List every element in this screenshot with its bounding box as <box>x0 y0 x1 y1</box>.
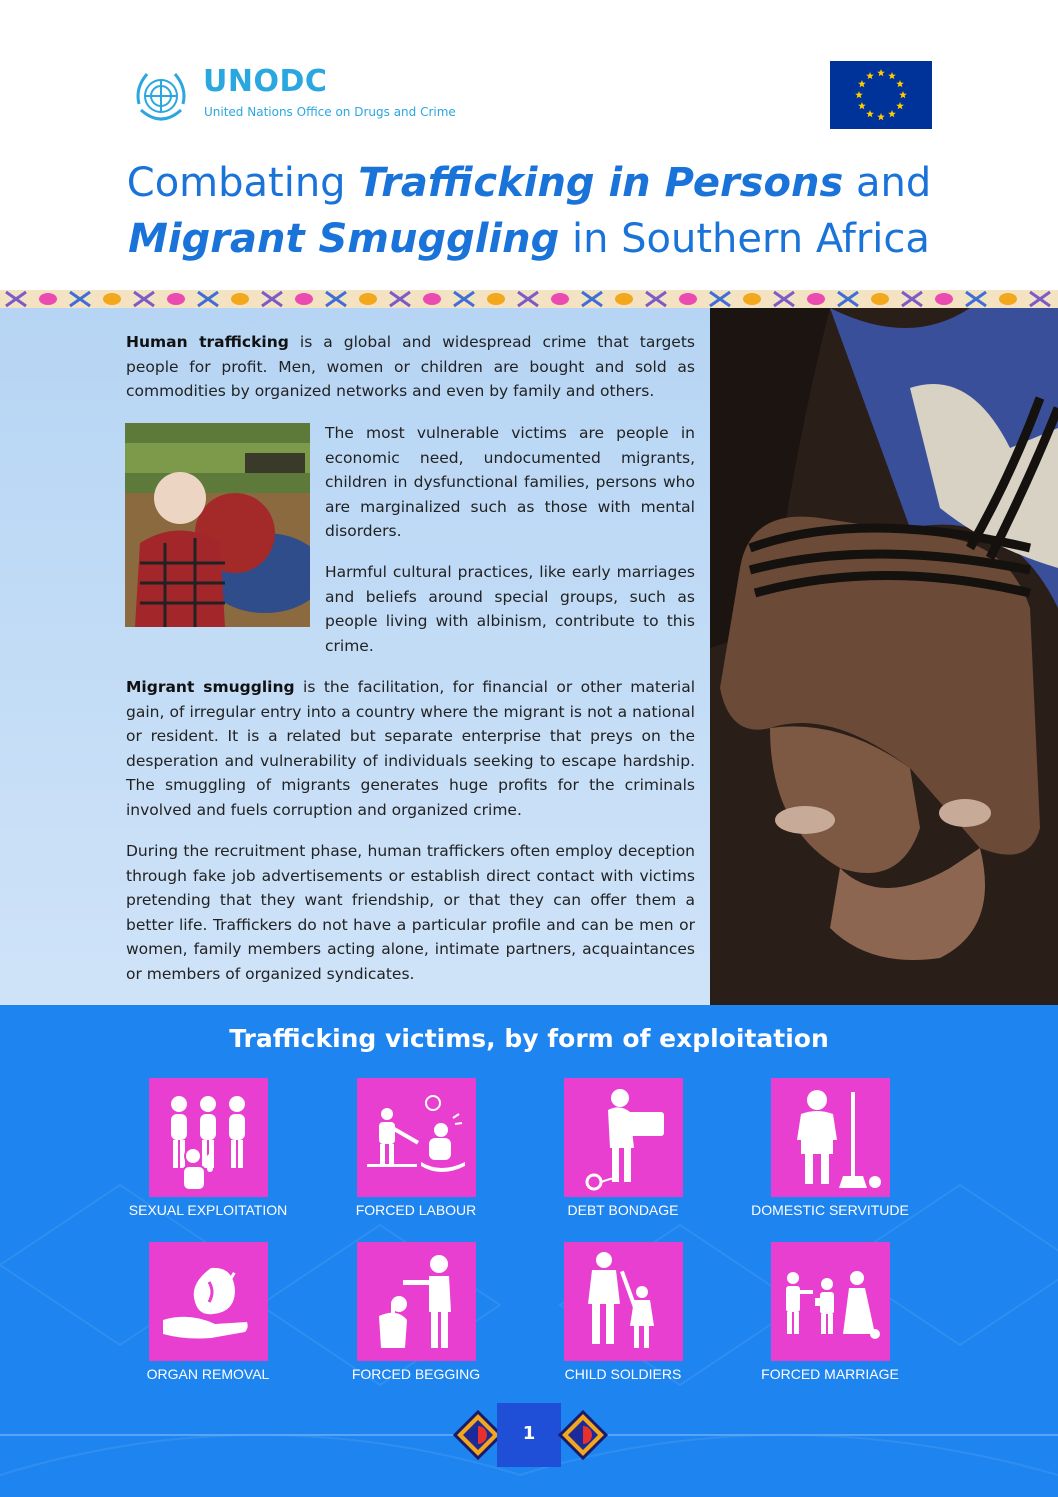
logo-subtitle: United Nations Office on Drugs and Crime <box>204 105 456 119</box>
paragraph-cultural-practices: Harmful cultural practices, like early marriages and beliefs around special groups, such as people living with albinism, contribute to this crime. <box>325 563 695 655</box>
child-photo-image <box>125 423 310 627</box>
paragraph-human-trafficking <box>126 330 695 404</box>
term-human-trafficking: Human trafficking <box>126 333 289 351</box>
strip-ornament <box>679 293 697 305</box>
label-organ-removal: ORGAN REMOVAL <box>146 1366 270 1382</box>
paragraph-recruitment: During the recruitment phase, human traffickers often employ deception through fake job advertisements or establish direct contact with victims pretending that they want friendship, or that they can offer them a better life. Traffickers do not have a particular profile and can be men or women, family members acting alone, intimate partners, acquaintances or members of organized syndicates. <box>126 842 695 983</box>
bound-hands-photo <box>710 308 1058 1005</box>
paragraph-migrant-smuggling <box>126 675 695 823</box>
bound-hands-image <box>710 308 1058 1005</box>
decorative-pattern-strip <box>0 290 1058 308</box>
title-part: in Southern Africa <box>559 216 930 262</box>
organ-removal-icon <box>149 1242 268 1361</box>
strip-ornament <box>871 293 889 305</box>
title-part: Combating <box>126 160 359 206</box>
label-sexual-exploitation: SEXUAL EXPLOITATION <box>128 1202 288 1218</box>
forced-begging-icon <box>357 1242 476 1361</box>
paragraph-text: is a global and widespread crime that targets people for profit. Men, women or children are bought and sold as commodities by organized networks and even by family and others. <box>126 333 695 401</box>
un-emblem-icon <box>131 66 191 126</box>
page-header <box>0 0 1058 290</box>
eu-flag-icon <box>830 61 932 129</box>
strip-ornament <box>807 293 825 305</box>
strip-ornament <box>743 293 761 305</box>
strip-ornament <box>935 293 953 305</box>
title-emphasis: Trafficking in Persons <box>358 160 844 206</box>
forced-marriage-icon <box>771 1242 890 1361</box>
strip-ornament <box>359 293 377 305</box>
paragraph-text: is the facilitation, for financial or other material gain, of irregular entry into a country where the migrant is not a national or resident. It is a related but separate enterprise that preys on the desperation and vulnerability of individuals seeking to escape hardship. The smuggling of migrants generates huge profits for the criminals involved and fuels corruption and organized crime. <box>126 678 695 819</box>
debt-bondage-icon <box>564 1078 683 1197</box>
strip-ornament <box>999 293 1017 305</box>
label-child-soldiers: CHILD SOLDIERS <box>564 1366 682 1382</box>
title-part: and <box>843 160 932 206</box>
diamond-ornament-icon <box>453 1410 503 1460</box>
strip-ornament <box>487 293 505 305</box>
label-domestic-servitude: DOMESTIC SERVITUDE <box>751 1202 909 1218</box>
strip-ornament <box>423 293 441 305</box>
title-emphasis: Migrant Smuggling <box>128 216 560 262</box>
child-photo <box>125 423 310 627</box>
strip-ornament <box>167 293 185 305</box>
strip-ornament <box>295 293 313 305</box>
infographic-title: Trafficking victims, by form of exploitation <box>229 1024 829 1053</box>
label-forced-labour: FORCED LABOUR <box>355 1202 477 1218</box>
strip-ornament <box>231 293 249 305</box>
diamond-ornament-icon <box>558 1410 608 1460</box>
strip-ornament <box>39 293 57 305</box>
domestic-servitude-icon <box>771 1078 890 1197</box>
forced-labour-icon <box>357 1078 476 1197</box>
strip-ornament <box>551 293 569 305</box>
page-title <box>60 155 998 267</box>
label-forced-begging: FORCED BEGGING <box>351 1366 481 1382</box>
logo-name: UNODC <box>203 64 328 99</box>
strip-ornament <box>615 293 633 305</box>
sexual-exploitation-icon <box>149 1078 268 1197</box>
label-debt-bondage: DEBT BONDAGE <box>567 1202 679 1218</box>
term-migrant-smuggling: Migrant smuggling <box>126 678 295 696</box>
unodc-logo <box>131 66 461 126</box>
child-soldiers-icon <box>564 1242 683 1361</box>
label-forced-marriage: FORCED MARRIAGE <box>761 1366 899 1382</box>
paragraph-vulnerable-victims: The most vulnerable victims are people in economic need, undocumented migrants, children in dysfunctional families, persons who are marginalized such as those with mental disorders. <box>325 424 695 541</box>
strip-ornament <box>103 293 121 305</box>
page-number: 1 <box>522 1423 536 1444</box>
